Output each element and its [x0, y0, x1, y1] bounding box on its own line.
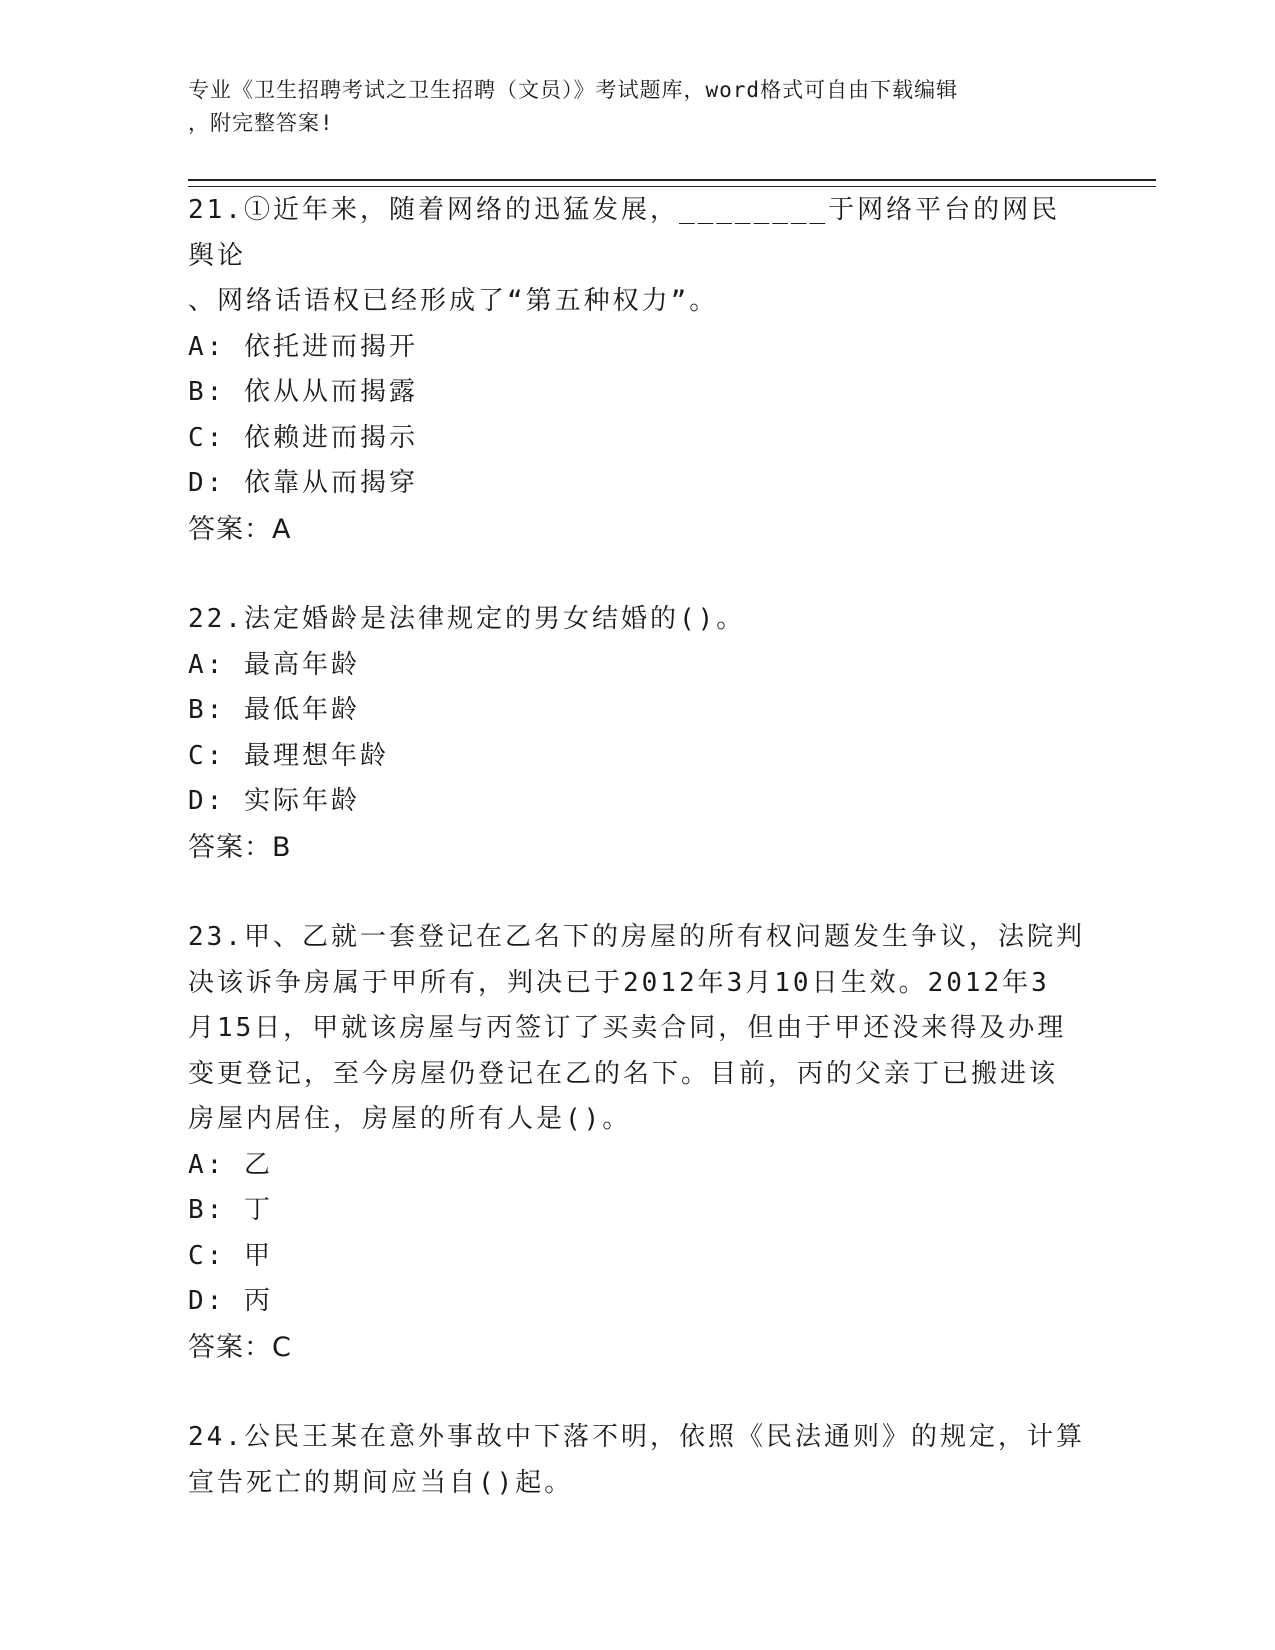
question-stem-line: 决该诉争房属于甲所有，判决已于2012年3月10日生效。2012年3: [188, 967, 1050, 998]
question-stem-line: 月15日，甲就该房屋与丙签订了买卖合同，但由于甲还没来得及办理: [188, 1013, 1067, 1043]
question-stem-line: 24.公民王某在意外事故中下落不明，依照《民法通则》的规定，计算: [188, 1422, 1085, 1452]
option-d: D: 依靠从而揭穿: [188, 468, 418, 498]
question-stem-line: 房屋内居住，房屋的所有人是()。: [188, 1104, 632, 1134]
question-stem-line: 变更登记，至今房屋仍登记在乙的名下。目前，丙的父亲丁已搬进该: [188, 1058, 1059, 1089]
option-c: C: 依赖进而揭示: [188, 422, 418, 453]
option-a: A: 乙: [188, 1149, 273, 1180]
answer-line: 答案：A: [188, 513, 292, 545]
question-22: [188, 597, 1088, 870]
header-divider-thick: [188, 179, 1156, 181]
option-b: B: 最低年龄: [188, 695, 360, 725]
question-list: [188, 188, 1088, 1551]
header-line-2: ，附完整答案!: [188, 111, 334, 135]
answer-line: 答案：C: [188, 1331, 292, 1363]
question-stem-line: 21.①近年来，随着网络的迅猛发展，________于网络平台的网民舆论: [188, 195, 1061, 271]
option-c: C: 甲: [188, 1240, 273, 1271]
option-a: A: 依托进而揭开: [188, 331, 418, 362]
answer-line: 答案：B: [188, 831, 292, 863]
question-stem-line: 22.法定婚龄是法律规定的男女结婚的()。: [188, 604, 746, 634]
option-a: A: 最高年龄: [188, 649, 360, 680]
document-header: [188, 74, 1088, 140]
question-23: [188, 915, 1088, 1370]
option-b: B: 依从从而揭露: [188, 377, 418, 407]
question-stem-line: 宣告死亡的期间应当自()起。: [188, 1467, 574, 1498]
question-stem-line: 、网络话语权已经形成了“第五种权力”。: [188, 286, 719, 316]
header-line-1: 专业《卫生招聘考试之卫生招聘（文员）》考试题库，word格式可自由下载编辑: [188, 78, 959, 102]
question-stem-line: 23.甲、乙就一套登记在乙名下的房屋的所有权问题发生争议，法院判: [188, 922, 1085, 952]
option-b: B: 丁: [188, 1195, 273, 1225]
option-d: D: 实际年龄: [188, 786, 360, 816]
header-divider-thin: [188, 186, 1156, 187]
question-24: [188, 1415, 1088, 1506]
option-d: D: 丙: [188, 1286, 273, 1316]
question-21: [188, 188, 1088, 552]
option-c: C: 最理想年龄: [188, 740, 389, 771]
